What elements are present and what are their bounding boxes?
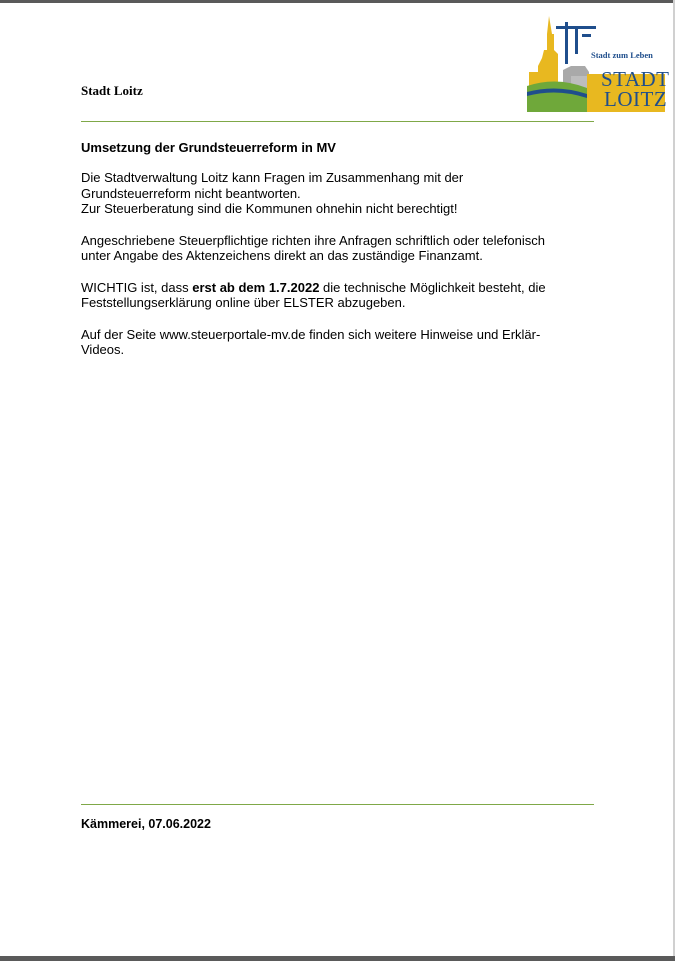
- window-top-border: [0, 0, 675, 3]
- paragraph-line: [81, 280, 581, 296]
- logo-wordmark-line1: STADT: [601, 67, 670, 91]
- paragraph-line: Grundsteuerreform nicht beantworten.: [81, 185, 301, 201]
- header-divider: [81, 121, 594, 122]
- text-suffix: die technische Möglichkeit besteht, die: [319, 279, 546, 295]
- text-prefix: WICHTIG ist, dass: [81, 279, 193, 295]
- org-name: Stadt Loitz: [81, 83, 143, 98]
- paragraph-line: Die Stadtverwaltung Loitz kann Fragen im Zusammenhang mit der: [81, 170, 464, 185]
- notice-body: [81, 170, 581, 374]
- paragraph-contact-finanzamt: [81, 233, 581, 264]
- paragraph-no-advice: [81, 170, 581, 217]
- paragraph-elster-date: [81, 280, 581, 311]
- paragraph-website: [81, 327, 581, 358]
- notice-title: Umsetzung der Grundsteuerreform in MV: [81, 140, 336, 155]
- window-bottom-border: [0, 956, 675, 961]
- paragraph-line: unter Angabe des Aktenzeichens direkt an das zuständige Finanzamt.: [81, 248, 483, 263]
- paragraph-line: Videos.: [81, 342, 125, 357]
- paragraph-line: Zur Steuerberatung sind die Kommunen ohnehin nicht berechtigt!: [81, 201, 458, 216]
- paragraph-line: Feststellungserklärung online über ELSTER abzugeben.: [81, 295, 406, 310]
- logo-wordmark-line2: LOITZ: [604, 87, 668, 111]
- footer-signature: Kämmerei, 07.06.2022: [81, 817, 211, 831]
- paragraph-line: Angeschriebene Steuerpflichtige richten ihre Anfragen schriftlich oder telefonisch: [81, 232, 545, 248]
- date-emphasis: erst ab dem 1.7.2022: [192, 279, 320, 295]
- paragraph-line: Auf der Seite www.steuerportale-mv.de finden sich weitere Hinweise und Erklär-: [81, 326, 541, 342]
- footer-divider: [81, 804, 594, 805]
- logo-tagline: Stadt zum Leben: [591, 50, 653, 60]
